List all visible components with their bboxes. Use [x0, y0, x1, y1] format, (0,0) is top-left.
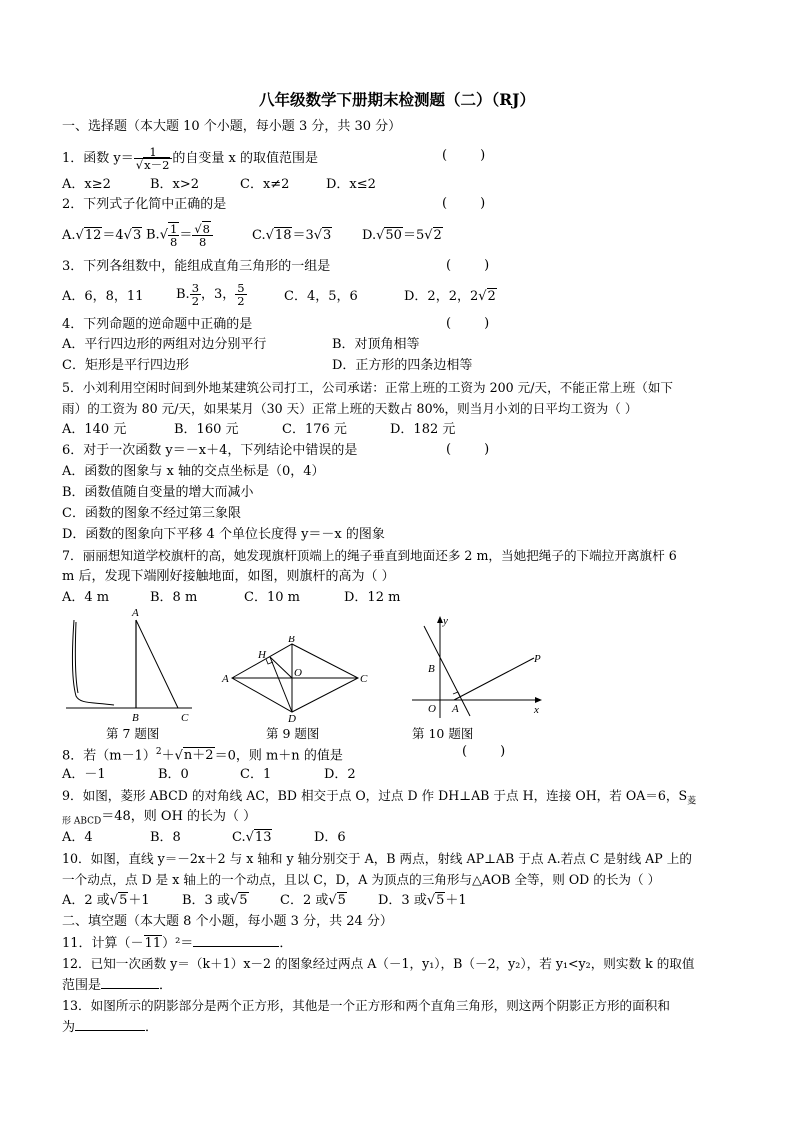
figure-9-rhombus	[220, 636, 370, 722]
q4-option-b: B．对顶角相等	[332, 337, 420, 352]
q8-option-a: A．－1	[62, 767, 106, 782]
q5-option-b: B．160 元	[174, 422, 239, 437]
q9-option-b: B．8	[150, 830, 181, 845]
q8-option-c: C．1	[240, 767, 272, 782]
question-6-stem: 6．对于一次函数 y＝－x＋4，下列结论中错误的是	[62, 443, 358, 458]
question-13-line-2: 为 ．	[62, 1020, 159, 1035]
section-choice-heading: 一、选择题（本大题 10 个小题，每小题 3 分，共 30 分）	[62, 119, 402, 134]
point-label-o: O	[294, 667, 302, 679]
figure-10-caption: 第 10 题图	[412, 726, 474, 741]
q2-option-c: C.√18＝3√3	[252, 228, 332, 243]
question-9-line-2: $_{形 ABCD}$＝48，则 OH 的长为（ ）	[62, 809, 257, 827]
fraction: $\frac{1}{√x-2}$	[134, 146, 173, 171]
q2-option-d: D.√50＝5√2	[362, 228, 442, 243]
q2-option-a: A.√12＝4√3	[62, 228, 142, 243]
answer-bracket: ( )	[446, 316, 490, 331]
question-4-stem: 4．下列命题的逆命题中正确的是	[62, 317, 253, 332]
q1-option-d: D．x≤2	[326, 177, 376, 192]
question-10-line-1: 10．如图，直线 y＝－2x＋2 与 x 轴和 y 轴分别交于 A，B 两点，射线 AP⊥AB 于点 A.若点 C 是射线 AP 上的	[62, 851, 692, 866]
axis-label-y: y	[443, 615, 448, 627]
point-label-b: B	[428, 663, 435, 675]
answer-bracket: ( )	[462, 744, 506, 759]
question-1-stem: 1．函数 y＝ $\frac{1}{√x-2}$ 的自变量 x 的取值范围是	[62, 145, 318, 172]
point-label-c: C	[181, 712, 189, 724]
page-title: 八年级数学下册期末检测题（二）（RJ）	[259, 90, 535, 109]
q3-option-c: C．4，5，6	[284, 289, 358, 304]
q6-option-d: D．函数的图象向下平移 4 个单位长度得 y＝－x 的图象	[62, 527, 385, 542]
point-label-h: H	[258, 649, 266, 661]
rope-curve	[75, 622, 78, 693]
q7-option-c: C．10 m	[244, 590, 300, 605]
point-label-o: O	[428, 703, 436, 715]
answer-bracket: ( )	[446, 442, 490, 457]
q5-option-c: C．176 元	[282, 422, 347, 437]
q4-option-c: C．矩形是平行四边形	[62, 358, 189, 373]
rope-line	[136, 620, 178, 708]
q4-option-d: D．正方形的四条边相等	[332, 358, 473, 373]
q8-option-d: D．2	[324, 767, 356, 782]
answer-bracket: ( )	[442, 196, 486, 211]
question-11: 11．计算（－11）²＝ ．	[62, 936, 293, 951]
q10-option-d: D．3 或√5＋1	[378, 893, 467, 908]
point-label-a: A	[452, 703, 459, 715]
question-5-line-1: 5．小刘利用空闲时间到外地某建筑公司打工，公司承诺：正常上班的工资为 200 元/天，不能正常上班（如下	[62, 380, 674, 395]
ray-ap	[454, 658, 534, 700]
segment-dh	[270, 657, 292, 712]
point-label-p: P	[534, 653, 541, 665]
question-3-stem: 3．下列各组数中，能组成直角三角形的一组是	[62, 259, 331, 274]
q3-option-a: A．6，8，11	[62, 289, 144, 304]
q7-option-d: D．12 m	[344, 590, 401, 605]
answer-blank[interactable]	[101, 976, 159, 989]
q7-option-a: A．4 m	[62, 590, 110, 605]
x-axis-arrow	[535, 697, 542, 703]
question-13-line-1: 13．如图所示的阴影部分是两个正方形，其他是一个正方形和两个直角三角形，则这两个阴影正方形的面积和	[62, 998, 670, 1013]
q6-option-c: C．函数的图象不经过第三象限	[62, 506, 241, 521]
q3-option-b: B. $\frac{3}{2}$ ，3， $\frac{5}{2}$	[176, 281, 245, 308]
q9-option-a: A．4	[62, 830, 93, 845]
q9-option-c: C.√13	[232, 830, 272, 845]
answer-bracket: ( )	[442, 148, 486, 163]
q7-option-b: B．8 m	[150, 590, 198, 605]
question-10-line-2: 一个动点，点 D 是 x 轴上的一个动点，且以 C，D，A 为顶点的三角形与△AOB 全等，则 OD 的长为（ ）	[62, 872, 661, 887]
figure-9-caption: 第 9 题图	[266, 726, 320, 741]
q3-option-d: D．2，2，2√2	[404, 289, 496, 304]
question-2-stem: 2．下列式子化简中正确的是	[62, 197, 227, 212]
q10-option-a: A．2 或√5＋1	[62, 893, 150, 908]
q10-option-b: B．3 或√5	[182, 893, 248, 908]
point-label-a: A	[132, 608, 139, 619]
figure-7-flagpole	[62, 608, 202, 724]
axis-label-x: x	[534, 704, 539, 716]
rope-curve	[72, 620, 114, 705]
question-7-line-1: 7．丽丽想知道学校旗杆的高，她发现旗杆顶端上的绳子垂直到地面还多 2 m，当她把绳子的下端拉开离旗杆 6	[62, 548, 677, 563]
q9-option-d: D．6	[314, 830, 346, 845]
q5-option-d: D．182 元	[390, 422, 456, 437]
question-12-line-2: 范围是 ．	[62, 978, 173, 993]
point-label-a: A	[222, 673, 229, 685]
point-label-b: B	[288, 636, 295, 645]
segment-oh	[270, 657, 292, 678]
point-label-c: C	[360, 673, 368, 685]
q6-option-a: A．函数的图象与 x 轴的交点坐标是（0，4）	[62, 464, 325, 479]
figure-7-caption: 第 7 题图	[106, 726, 160, 741]
figure-10-coordinate	[410, 610, 550, 722]
answer-blank[interactable]	[193, 934, 279, 947]
q8-option-b: B．0	[158, 767, 189, 782]
q1-option-b: B．x>2	[150, 177, 200, 192]
q2-option-b: B.√ $\frac{1}{8}$ ＝ $\frac{√8}{8}$	[146, 222, 213, 248]
answer-bracket: ( )	[446, 258, 490, 273]
section-fill-heading: 二、填空题（本大题 8 个小题，每小题 3 分，共 24 分）	[62, 914, 393, 929]
question-5-line-2: 雨）的工资为 80 元/天，如果某月（30 天）正常上班的天数占 80%，则当月小刘的日平均工资为（ ）	[62, 401, 638, 416]
question-7-line-2: m 后，发现下端刚好接触地面，如图，则旗杆的高为（ ）	[62, 569, 395, 584]
point-label-b: B	[132, 712, 139, 724]
question-12-line-1: 12．已知一次函数 y＝（k＋1）x－2 的图象经过两点 A（－1，y₁），B（－2，y₂），若 y₁<y₂，则实数 k 的取值	[62, 956, 695, 971]
question-9-line-1: 9．如图，菱形 ABCD 的对角线 AC，BD 相交于点 O，过点 D 作 DH⊥AB 于点 H，连接 OH，若 OA＝6，$S_菱$	[62, 788, 697, 807]
answer-blank[interactable]	[75, 1018, 145, 1031]
q10-option-c: C．2 或√5	[280, 893, 346, 908]
q4-option-a: A．平行四边形的两组对边分别平行	[62, 337, 267, 352]
point-label-d: D	[288, 713, 296, 722]
question-8-stem: 8．若$(m-1)^2+√n+2=0$，则 m＋n 的值是	[62, 747, 343, 764]
q1-option-a: A．x≥2	[62, 177, 111, 192]
q1-option-c: C．x≠2	[240, 177, 290, 192]
q6-option-b: B．函数值随自变量的增大而减小	[62, 485, 254, 500]
q5-option-a: A．140 元	[62, 422, 127, 437]
